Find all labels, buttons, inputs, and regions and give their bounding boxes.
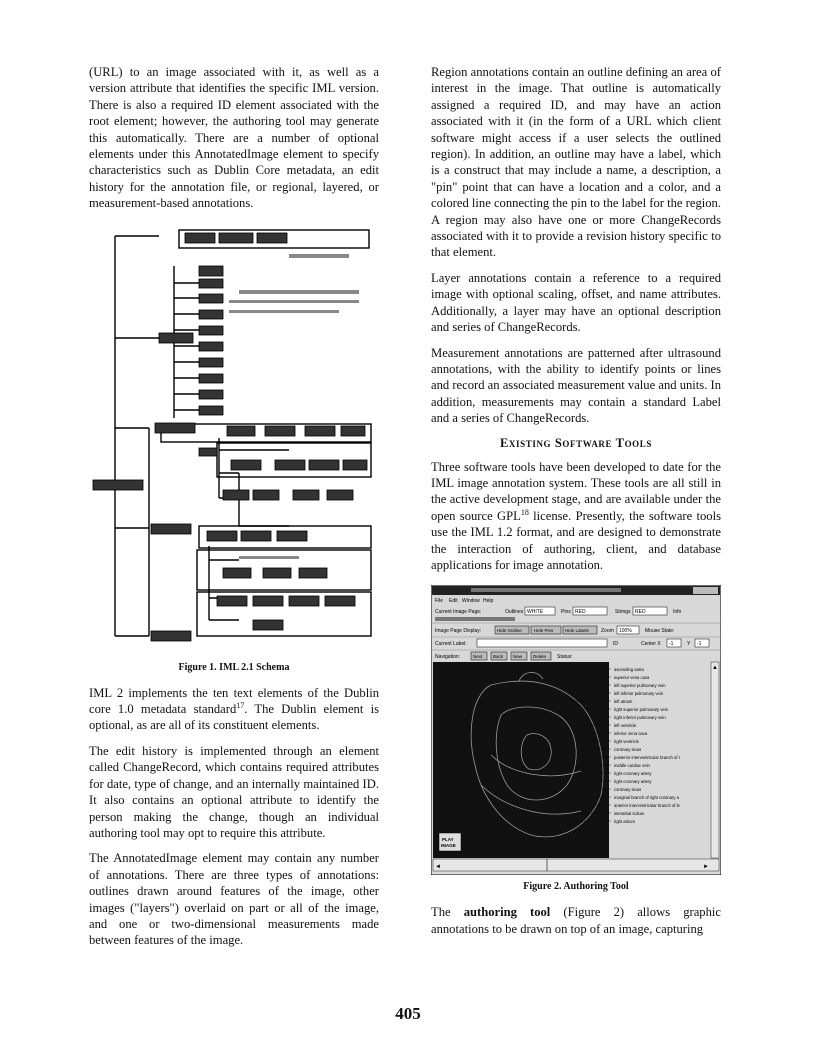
anatomy-label: right ventricle [614,739,639,745]
zoom-label: Zoom [601,628,614,635]
anatomy-label: marginal branch of right coronary a [614,795,679,801]
citation-17: 17 [236,700,245,710]
zoom-value: 100% [619,628,632,635]
anatomy-label: superior vena cava [614,675,650,681]
authoring-text-start: The [431,905,464,920]
new-label: New [513,654,523,660]
navigation-label: Navigation: [435,654,461,661]
dublin-text: IML 2 implements the ten text elements of the Dublin core 1.0 metadata standard [89,685,379,717]
mouse-state-label: Mouse State: [645,628,675,635]
software-tools-text: Three software tools have been developed to date for the IML image annotation system. These tools are all still in the active development stage, and are available under the open source GPL [431,459,721,523]
image-canvas[interactable] [433,662,609,858]
left-paragraph-2 [89,685,379,734]
play-image-button[interactable] [439,833,461,851]
window-controls-icon[interactable] [693,587,718,594]
delete-label: Delete [533,654,547,660]
hide-pins-label: Hide Pins [534,628,554,634]
authoring-text-continued: (Figure 2) allows graphic annotations to be drawn on top of an image, capturing [431,905,721,936]
figure-1-caption: Figure 1. IML 2.1 Schema [178,661,290,673]
anatomy-label: left ventricle [614,723,637,729]
menu-window[interactable]: Window [462,598,480,605]
anatomy-label: posterior interventricular branch of r [614,755,681,761]
right-paragraph-3: Measurement annotations are patterned after ultrasound annotations, with the ability to identify points or lines and record an associated measurement value and units. In addition, measurements may contain a standard Label and a series of ChangeRecords. [431,345,721,426]
current-label-input[interactable] [477,639,607,647]
play-image-line1: PLAY [442,837,454,843]
id-label: ID [613,641,618,648]
strings-label: Strings [615,609,631,616]
horizontal-scrollbar[interactable] [433,859,719,871]
menu-file[interactable]: File [435,598,444,605]
image-page-display-label: Image Page Display: [435,628,482,635]
center-x-label: Center X [641,641,661,648]
current-image-page-label: Current Image Page: [435,609,482,616]
anatomy-label: right coronary artery [614,779,652,785]
anatomy-label: right inferior pulmonary vein [614,715,666,721]
strings-value: RED [635,609,646,616]
left-paragraph-3: The edit history is implemented through an element called ChangeRecord, which contains required attributes for date, type of change, and an internally maintained ID. It also contains an optional attribute to identify the person making the change, though an individual authoring tool may opt to require this attribute. [89,743,379,840]
y-label: Y [687,641,691,648]
anatomy-label: middle cardiac vein [614,763,650,769]
outlines-value: WHITE [527,609,544,616]
anatomy-label: right atrium [614,819,635,825]
menu-help[interactable]: Help [483,598,494,605]
figure-2-caption: Figure 2. Authoring Tool [523,881,629,893]
right-paragraph-5 [431,904,721,937]
figure-1-schema-diagram [89,228,379,656]
right-paragraph-2: Layer annotations contain a reference to a required image with optional scaling, offset, and name attributes. Additionally, a layer may have an optional description and series of ChangeRecords. [431,270,721,335]
scroll-left-icon[interactable]: ◄ [435,864,441,871]
anatomy-label: inferior vena cava [614,731,648,737]
anatomy-label: left superior pulmonary vein [614,683,666,689]
hide-outline-label: Hide Outline [497,628,522,634]
anatomy-label: right coronary artery [614,771,652,777]
software-tools-text-continued: license. Presently, the software tools use the IML 1.2 format, and are designed to demonstrate the interaction of authoring, client, and database applications for image annotation. [431,508,722,572]
right-column [431,64,721,946]
citation-18: 18 [520,507,529,517]
anatomy-label: right superior pulmonary vein [614,707,668,713]
pins-label: Pins [561,609,571,616]
pins-value: RED [575,609,586,616]
anatomy-label: coronary sinus [614,787,642,793]
play-image-line2: IMAGE [441,843,456,849]
scroll-up-icon[interactable]: ▲ [712,665,718,672]
anatomy-label: coronary sinus [614,747,642,753]
page-number: 405 [395,1004,421,1023]
anatomy-label: left inferior pulmonary vein [614,691,664,697]
next-label: Next [473,654,483,660]
info-label[interactable]: Info [673,609,682,616]
anatomy-label: anterior interventricular branch of le [614,803,680,809]
vertical-scrollbar[interactable] [711,662,719,858]
right-paragraph-1: Region annotations contain an outline defining an area of interest in the image. That outline is automatically assigned a required ID, and may have an action associated with it (in the form of a URL which client software might access if a user selects the outlined region). In addition, an outline may have a label, which is a construct that may include a name, a description, a "pin" point that can have a location and a color, and a colored line connecting the pin to the label for the region. A region may also have one or more ChangeRecords associated with it to provide a revision history specific to that element. [431,65,721,260]
status-label: Status: [557,654,573,661]
section-heading: Existing Software Tools [500,435,652,450]
figure-2-authoring-tool-screenshot [431,585,721,875]
authoring-tool-term: authoring tool [463,905,551,920]
hide-labels-label: Hide Labels [565,628,589,634]
center-x-value: -1 [669,641,674,648]
left-column [89,64,379,958]
dublin-text-continued: . The Dublin element is optional, as are all of its constituent elements. [89,702,379,733]
current-label-label: Current Label: [435,641,467,648]
menu-edit[interactable]: Edit [449,598,458,605]
anatomy-label: left atrium [614,699,633,705]
anatomy-label: interatrial sulcus [614,811,645,817]
back-label: Back [493,654,504,660]
center-y-value: -1 [697,641,702,648]
outlines-label: Outlines [505,609,524,616]
left-paragraph-1: (URL) to an image associated with it, as well as a version attribute that identifies the specific IML version. There is also a required ID element associated with the root element; however, the authoring tool may generate this automatically. There are a number of optional elements under this AnnotatedImage element to specify characteristics such as Dublin Core metadata, an edit history for the annotation file, or regional, layered, or measurement-based annotations. [89,65,379,211]
scroll-right-icon[interactable]: ► [703,864,709,871]
right-paragraph-4 [431,459,721,574]
anatomy-label: ascending aorta [614,667,644,673]
left-paragraph-4: The AnnotatedImage element may contain any number of annotations. There are three types of annotations: outlines drawn around features of the image, other images ("layers") overlaid on part or all of the image, and one or two-dimensional measurements made between features of the image. [89,851,379,948]
